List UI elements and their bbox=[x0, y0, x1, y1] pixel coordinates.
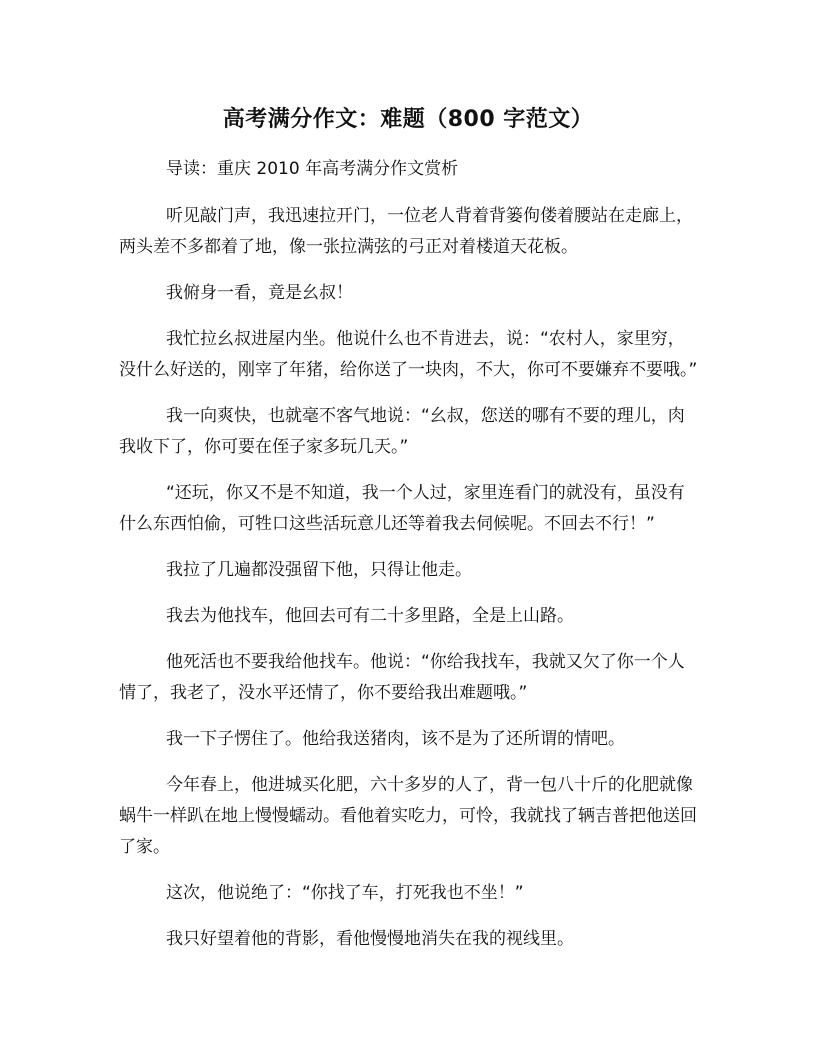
paragraph-6: 我拉了几遍都没强留下他，只得让他走。 bbox=[166, 560, 472, 580]
paragraph-11: 这次，他说绝了：“你找了车，打死我也不坐！” bbox=[166, 883, 524, 903]
paragraph-2: 我俯身一看，竟是幺叔！ bbox=[166, 283, 353, 303]
paragraph-1: 听见敲门声，我迅速拉开门，一位老人背着背篓佝偻着腰站在走廊上，两头差不多都着了地，像一张拉满弦的弓正对着楼道天花板。 bbox=[119, 206, 693, 257]
paragraph-3: 我忙拉幺叔进屋内坐。他说什么也不肯进去，说：“农村人，家里穷，没什么好送的，刚宰了年猪，给你送了一块肉，不大，你可不要嫌弃不要哦。” bbox=[119, 329, 698, 380]
paragraph-4: 我一向爽快，也就毫不客气地说：“幺叔，您送的哪有不要的理儿，肉我收下了，你可要在侄子家多玩几天。” bbox=[119, 406, 685, 457]
document-title: 高考满分作文：难题（800 字范文） bbox=[222, 107, 594, 132]
paragraph-5: “还玩，你又不是不知道，我一个人过，家里连看门的就没有，虽没有什么东西怕偷，可牲口这些活玩意儿还等着我去伺候呢。不回去不行！” bbox=[119, 483, 685, 534]
paragraph-10: 今年春上，他进城买化肥，六十多岁的人了，背一包八十斤的化肥就像蜗牛一样趴在地上慢慢蠕动。看他着实吃力，可怜，我就找了辆吉普把他送回了家。 bbox=[119, 775, 697, 857]
document-body bbox=[119, 154, 699, 970]
paragraph-9: 我一下子愣住了。他给我送猪肉，该不是为了还所谓的情吧。 bbox=[166, 729, 625, 749]
paragraph-7: 我去为他找车，他回去可有二十多里路，全是上山路。 bbox=[166, 606, 574, 626]
paragraph-12: 我只好望着他的背影，看他慢慢地消失在我的视线里。 bbox=[166, 929, 574, 949]
intro-paragraph: 导读：重庆 2010 年高考满分作文赏析 bbox=[166, 159, 459, 179]
paragraph-8: 他死活也不要我给他找车。他说：“你给我找车，我就又欠了你一个人情了，我老了，没水平还情了，你不要给我出难题哦。” bbox=[119, 652, 685, 703]
